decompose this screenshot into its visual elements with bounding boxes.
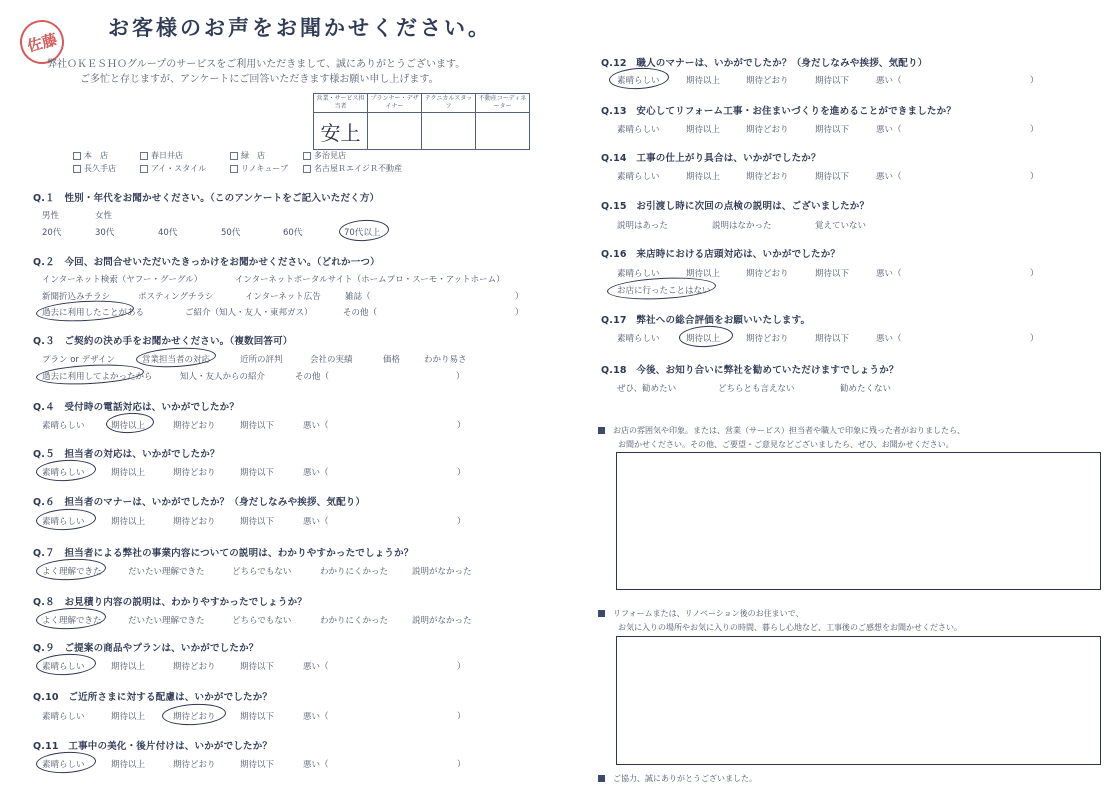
question-18: Q.18 今後、お知り合いに弊社を勧めていただけますでしょうか？ [601,365,899,376]
q9-option-as-expected[interactable]: 期待どおり [173,662,216,672]
q3-option-other[interactable]: その他（ [295,372,330,382]
q12-paren-close: ） [1030,76,1039,86]
q16-option-as-expected[interactable]: 期待どおり [746,269,789,279]
q3-option-track-record[interactable]: 会社の実績 [310,355,353,365]
q16-option-bad[interactable]: 悪い（ [876,269,902,279]
staff-sales-value[interactable]: 安上 [314,113,368,150]
q11-option-as-expected[interactable]: 期待どおり [173,760,216,770]
q2-option-magazine[interactable]: 雑誌（ [345,292,371,302]
q14-option-above[interactable]: 期待以上 [686,172,721,182]
q1-option-female[interactable]: 女性 [95,211,113,221]
comment2-textbox[interactable] [616,636,1101,765]
q14-option-below[interactable]: 期待以下 [815,172,850,182]
q13-option-bad[interactable]: 悪い（ [876,125,902,135]
q5-option-excellent[interactable]: 素晴らしい [42,468,85,478]
q14-option-bad[interactable]: 悪い（ [876,172,902,182]
q13-option-above[interactable]: 期待以上 [686,125,721,135]
q5-option-below[interactable]: 期待以下 [240,468,275,478]
q2-option-past-use[interactable]: 過去に利用したことがある [42,308,145,318]
thanks-message: ご協力、誠にありがとうございました。 [598,773,757,784]
q12-option-above[interactable]: 期待以上 [686,76,721,86]
q2-option-newspaper[interactable]: 新聞折込みチラシ [42,292,111,302]
q4-option-excellent[interactable]: 素晴らしい [42,421,85,431]
q3-option-clarity[interactable]: わかり易さ [424,355,467,365]
q7-option-fully[interactable]: よく理解できた [42,567,102,577]
question-6: Q.６ 担当者のマナーは、いかがでしたか？（身だしなみや挨拶、気配り） [33,497,366,508]
q11-option-bad[interactable]: 悪い（ [303,760,329,770]
q10-option-as-expected[interactable]: 期待どおり [173,712,216,722]
q2-option-other[interactable]: その他（ [343,308,378,318]
question-5: Q.５ 担当者の対応は、いかがでしたか？ [33,449,220,460]
q1-option-60s[interactable]: 60代 [283,228,303,238]
q4-option-above[interactable]: 期待以上 [111,421,146,431]
q6-option-bad[interactable]: 悪い（ [303,517,329,527]
q1-option-30s[interactable]: 30代 [95,228,115,238]
q2-paren-close: ） [515,292,524,302]
q3-option-friend-referral[interactable]: 知人・友人からの紹介 [180,372,266,382]
square-bullet-icon [598,775,605,782]
q18-option-not-recommend[interactable]: 勧めたくない [840,384,892,394]
q7-option-none[interactable]: 説明がなかった [412,567,472,577]
q8-option-fully[interactable]: よく理解できた [42,616,102,626]
q17-paren-close: ） [1030,334,1039,344]
q11-option-excellent[interactable]: 素晴らしい [42,760,85,770]
staff-realestate-value[interactable] [476,113,530,150]
question-11: Q.11 工事中の美化・後片付けは、いかがでしたか？ [33,741,273,752]
q13-option-as-expected[interactable]: 期待どおり [746,125,789,135]
q9-option-below[interactable]: 期待以下 [240,662,275,672]
store-checkbox-kasugai[interactable]: 春日井店 [140,150,183,161]
q10-option-excellent[interactable]: 素晴らしい [42,712,85,722]
question-15: Q.15 お引渡し時に次回の点検の説明は、ございましたか？ [601,201,870,212]
q1-option-20s[interactable]: 20代 [42,228,62,238]
q13-option-below[interactable]: 期待以下 [815,125,850,135]
square-bullet-icon [598,610,605,617]
staff-header: 不動産コーディネーター [476,94,530,113]
staff-header: テクニカルスタッフ [422,94,476,113]
q2-option-posting[interactable]: ポスティングチラシ [138,292,214,302]
q8-option-none[interactable]: 説明がなかった [412,616,472,626]
q15-option-not-explained[interactable]: 説明はなかった [712,221,772,231]
q13-option-excellent[interactable]: 素晴らしい [617,125,660,135]
store-checkbox-honten[interactable]: 本 店 [73,150,108,161]
comment1-textbox[interactable] [616,452,1101,590]
q12-option-below[interactable]: 期待以下 [815,76,850,86]
q15-option-dont-remember[interactable]: 覚えていない [815,221,867,231]
q9-paren-close: ） [457,662,466,672]
question-12: Q.12 職人のマナーは、いかがでしたか？（身だしなみや挨拶、気配り） [601,58,928,69]
q16-paren-close: ） [1030,269,1039,279]
q17-option-bad[interactable]: 悪い（ [876,334,902,344]
q1-option-male[interactable]: 男性 [42,211,60,221]
comment1-prompt-line1: お店の雰囲気や印象。または、営業（サービス）担当者や職人で印象に残った者がおりましたら、 [598,425,965,436]
q11-paren-close: ） [457,760,466,770]
q11-option-below[interactable]: 期待以下 [240,760,275,770]
q1-option-70s-plus[interactable]: 70代以上 [344,228,381,238]
q7-option-neutral[interactable]: どちらでもない [232,567,292,577]
q4-option-as-expected[interactable]: 期待どおり [173,421,216,431]
q10-option-bad[interactable]: 悪い（ [303,712,329,722]
question-14: Q.14 工事の仕上がり具合は、いかがでしたか？ [601,153,821,164]
question-16: Q.16 来店時における店頭対応は、いかがでしたか？ [601,249,841,260]
q7-option-mostly[interactable]: だいたい理解できた [128,567,205,577]
q2-paren-close-2: ） [515,308,524,318]
q14-option-excellent[interactable]: 素晴らしい [617,172,660,182]
q2-option-referral[interactable]: ご紹介（知人・友人・東邦ガス） [185,308,313,318]
q9-option-bad[interactable]: 悪い（ [303,662,329,672]
seal-stamp: 佐藤 [15,15,69,69]
question-2: Q.２ 今回、お問合せいただいたきっかけをお聞かせください。（どれか一つ） [33,257,380,268]
q8-option-neutral[interactable]: どちらでもない [232,616,292,626]
store-checkbox-nagoya-r-age[interactable]: 名古屋ＲエイジＲ不動産 [303,163,402,174]
q11-option-above[interactable]: 期待以上 [111,760,146,770]
q12-option-excellent[interactable]: 素晴らしい [617,76,660,86]
q6-option-as-expected[interactable]: 期待どおり [173,517,216,527]
q10-option-below[interactable]: 期待以下 [240,712,275,722]
comment1-prompt-line2: お聞かせください。その他、ご要望・ご意見などございましたら、ぜひ、お聞かせください。 [618,440,954,449]
q6-option-excellent[interactable]: 素晴らしい [42,517,85,527]
q4-option-below[interactable]: 期待以下 [240,421,275,431]
q6-option-above[interactable]: 期待以上 [111,517,146,527]
question-1: Q.１ 性別・年代をお聞かせください。（このアンケートをご記入いただく方） [33,193,380,204]
q13-paren-close: ） [1030,125,1039,135]
intro-line-2: ご多忙と存じますが、アンケートにご回答いただきます様お願い申し上げます。 [80,74,439,85]
q5-option-above[interactable]: 期待以上 [111,468,146,478]
q17-option-as-expected[interactable]: 期待どおり [746,334,789,344]
staff-technical-value[interactable] [422,113,476,150]
q8-option-mostly[interactable]: だいたい理解できた [128,616,205,626]
staff-header: プランナー・デザイナー [368,94,422,113]
q3-paren-close: ） [456,372,465,382]
q1-option-40s[interactable]: 40代 [158,228,178,238]
q17-option-below[interactable]: 期待以下 [815,334,850,344]
store-checkbox-istyle[interactable]: アイ・スタイル [140,163,206,174]
q8-option-unclear[interactable]: わかりにくかった [320,616,389,626]
q3-option-sales-staff[interactable]: 営業担当者の対応 [142,355,211,365]
q5-paren-close: ） [457,468,466,478]
q3-option-reputation[interactable]: 近所の評判 [240,355,283,365]
q3-option-price[interactable]: 価格 [383,355,401,365]
q16-option-below[interactable]: 期待以下 [815,269,850,279]
q5-option-as-expected[interactable]: 期待どおり [173,468,216,478]
store-checkbox-midori[interactable]: 緑 店 [230,150,265,161]
store-checkbox-nagakute[interactable]: 長久手店 [73,163,116,174]
q17-option-above[interactable]: 期待以上 [686,334,721,344]
q15-option-explained[interactable]: 説明はあった [617,221,668,231]
q2-option-portal[interactable]: インターネットポータルサイト（ホームプロ・スーモ・アットホーム） [235,275,505,285]
q18-option-recommend[interactable]: ぜひ、勧めたい [617,384,677,394]
q3-option-plan[interactable]: プラン or デザイン [42,355,116,365]
q2-option-web-ad[interactable]: インターネット広告 [245,292,321,302]
comment2-prompt-line2: お気に入りの場所やお気に入りの時間、暮らし心地など、工事後のご感想をお聞かせください。 [618,623,962,632]
q17-option-excellent[interactable]: 素晴らしい [617,334,660,344]
q9-option-excellent[interactable]: 素晴らしい [42,662,85,672]
q6-option-below[interactable]: 期待以下 [240,517,275,527]
intro-line-1: 弊社ＯＫＥＳＨＯグループのサービスをご利用いただきまして、誠にありがとうございます。 [47,59,466,70]
q1-option-50s[interactable]: 50代 [221,228,241,238]
square-bullet-icon [598,427,605,434]
q14-option-as-expected[interactable]: 期待どおり [746,172,789,182]
q10-option-above[interactable]: 期待以上 [111,712,146,722]
q4-option-bad[interactable]: 悪い（ [303,421,329,431]
q5-option-bad[interactable]: 悪い（ [303,468,329,478]
question-17: Q.17 弊社への総合評価をお願いいたします。 [601,315,811,326]
question-8: Q.８ お見積り内容の説明は、わかりやすかったでしょうか？ [33,597,307,608]
q3-option-past-good[interactable]: 過去に利用してよかったから [42,372,153,382]
q16-option-above[interactable]: 期待以上 [686,269,721,279]
comment2-prompt-line1: リフォームまたは、リノベーション後のお住まいで、 [598,608,803,619]
q18-option-undecided[interactable]: どちらとも言えない [718,384,795,394]
page-title: お客様のお声をお聞かせください。 [108,16,492,40]
staff-table [313,93,530,150]
question-7: Q.７ 担当者による弊社の事業内容についての説明は、わかりやすかったでしょうか？ [33,548,414,559]
q12-option-as-expected[interactable]: 期待どおり [746,76,789,86]
question-9: Q.９ ご提案の商品やプランは、いかがでしたか？ [33,643,259,654]
store-checkbox-renocube[interactable]: リノキューブ [230,163,288,174]
question-3: Q.３ ご契約の決め手をお聞かせください。（複数回答可） [33,336,293,347]
staff-planner-value[interactable] [368,113,422,150]
q9-option-above[interactable]: 期待以上 [111,662,146,672]
q2-option-search[interactable]: インターネット検索（ヤフー・グーグル） [42,275,203,285]
staff-header: 営業・サービス担当者 [314,94,368,113]
question-13: Q.13 安心してリフォーム工事・お住まいづくりを進めることができましたか？ [601,106,957,117]
question-10: Q.10 ご近所さまに対する配慮は、いかがでしたか？ [33,692,273,703]
q14-paren-close: ） [1030,172,1039,182]
q16-option-excellent[interactable]: 素晴らしい [617,269,660,279]
q4-paren-close: ） [457,421,466,431]
q7-option-unclear[interactable]: わかりにくかった [320,567,389,577]
question-4: Q.４ 受付時の電話対応は、いかがでしたか？ [33,402,240,413]
q12-option-bad[interactable]: 悪い（ [876,76,902,86]
q6-paren-close: ） [457,517,466,527]
q16-option-never-visited[interactable]: お店に行ったことはない [617,286,711,296]
store-checkbox-tajimi[interactable]: 多治見店 [303,150,346,161]
q10-paren-close: ） [457,712,466,722]
